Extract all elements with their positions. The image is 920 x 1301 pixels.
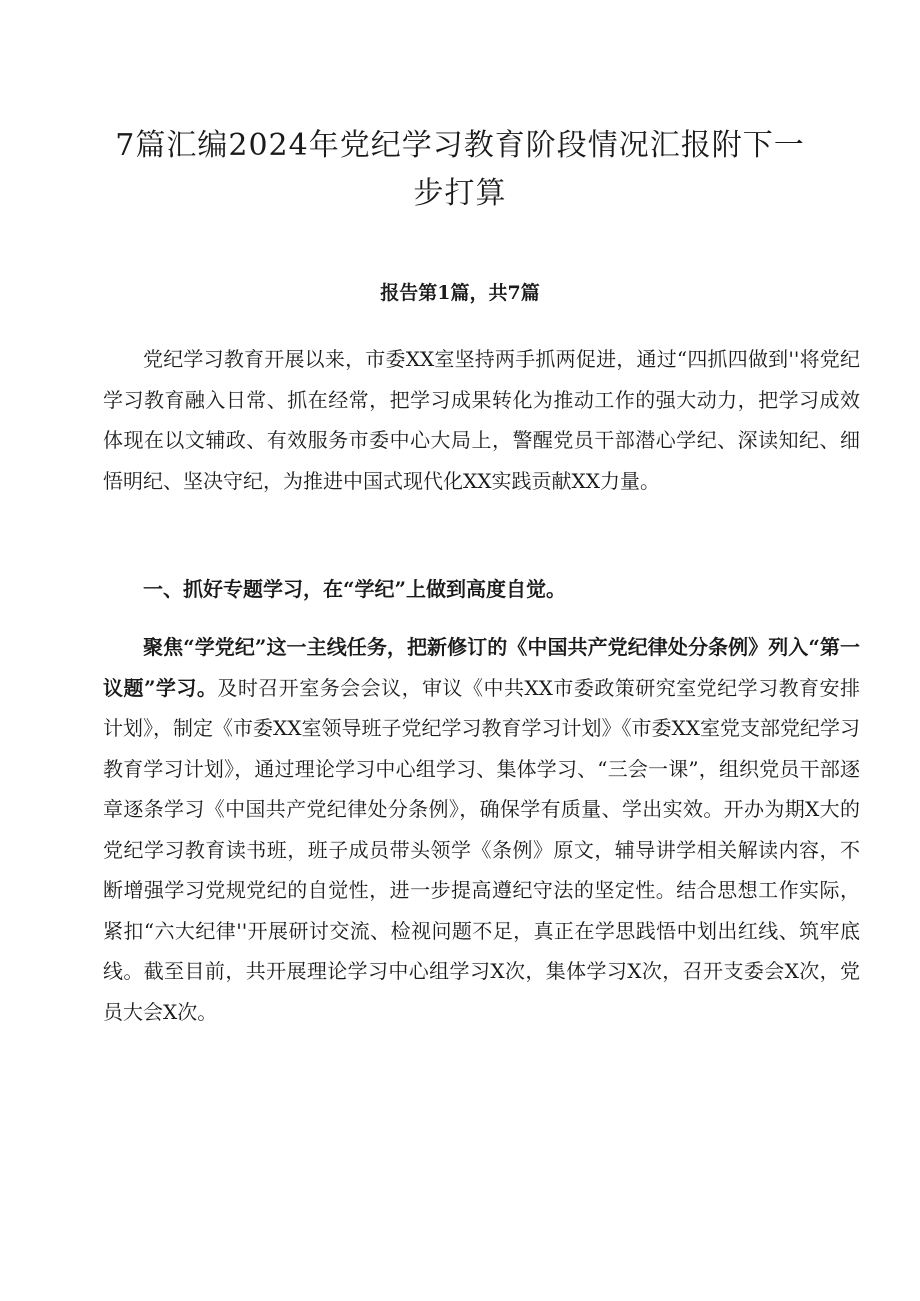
- paragraph-intro: 党纪学习教育开展以来，市委XX室坚持两手抓两促进，通过“四抓四做到''将党纪学习教育融入日常、抓在经常，把学习成果转化为推动工作的强大动力，把学习成效体现在以文辅政、有效服务市委中心大局上，警醒党员干部潜心学纪、深读知纪、细悟明纪、坚决守纪，为推进中国式现代化XX实践贡献XX力量。: [103, 347, 860, 493]
- document-title: 7篇汇编2024年党纪学习教育阶段情况汇报附下一步打算: [115, 128, 805, 211]
- paragraph-body: 及时召开室务会会议，审议《中共XX市委政策研究室党纪学习教育安排计划》，制定《市委XX室领导班子党纪学习教育学习计划》《市委XX室党支部党纪学习教育学习计划》，通过理论学习中心组学习、集体学习、“三会一课”，组织党员干部逐章逐条学习《中国共产党纪律处分条例》，确保学有质量、学出实效。开办为期X大的党纪学习教育读书班，班子成员带头领学《条例》原文，辅导讲学相关解读内容，不断增强学习党规党纪的自觉性，进一步提高遵纪守法的坚定性。结合思想工作实际，紧扣“六大纪律''开展研讨交流、检视问题不足，真正在学思践悟中划出红线、筑牢底线。截至目前，共开展理论学习中心组学习X次，集体学习X次，召开支委会X次，党员大会X次。: [103, 675, 860, 1024]
- paragraph-section-1: [103, 627, 860, 1032]
- section-heading-1: 一、抓好专题学习，在“学纪”上做到高度自觉。: [143, 577, 567, 601]
- document-subtitle: 报告第1篇，共7篇: [380, 282, 540, 304]
- paragraph-lead-sentence: 聚焦“学党纪”这一主线任务，把新修订的《中国共产党纪律处分条例》列入“第一议题”学习。: [103, 635, 860, 700]
